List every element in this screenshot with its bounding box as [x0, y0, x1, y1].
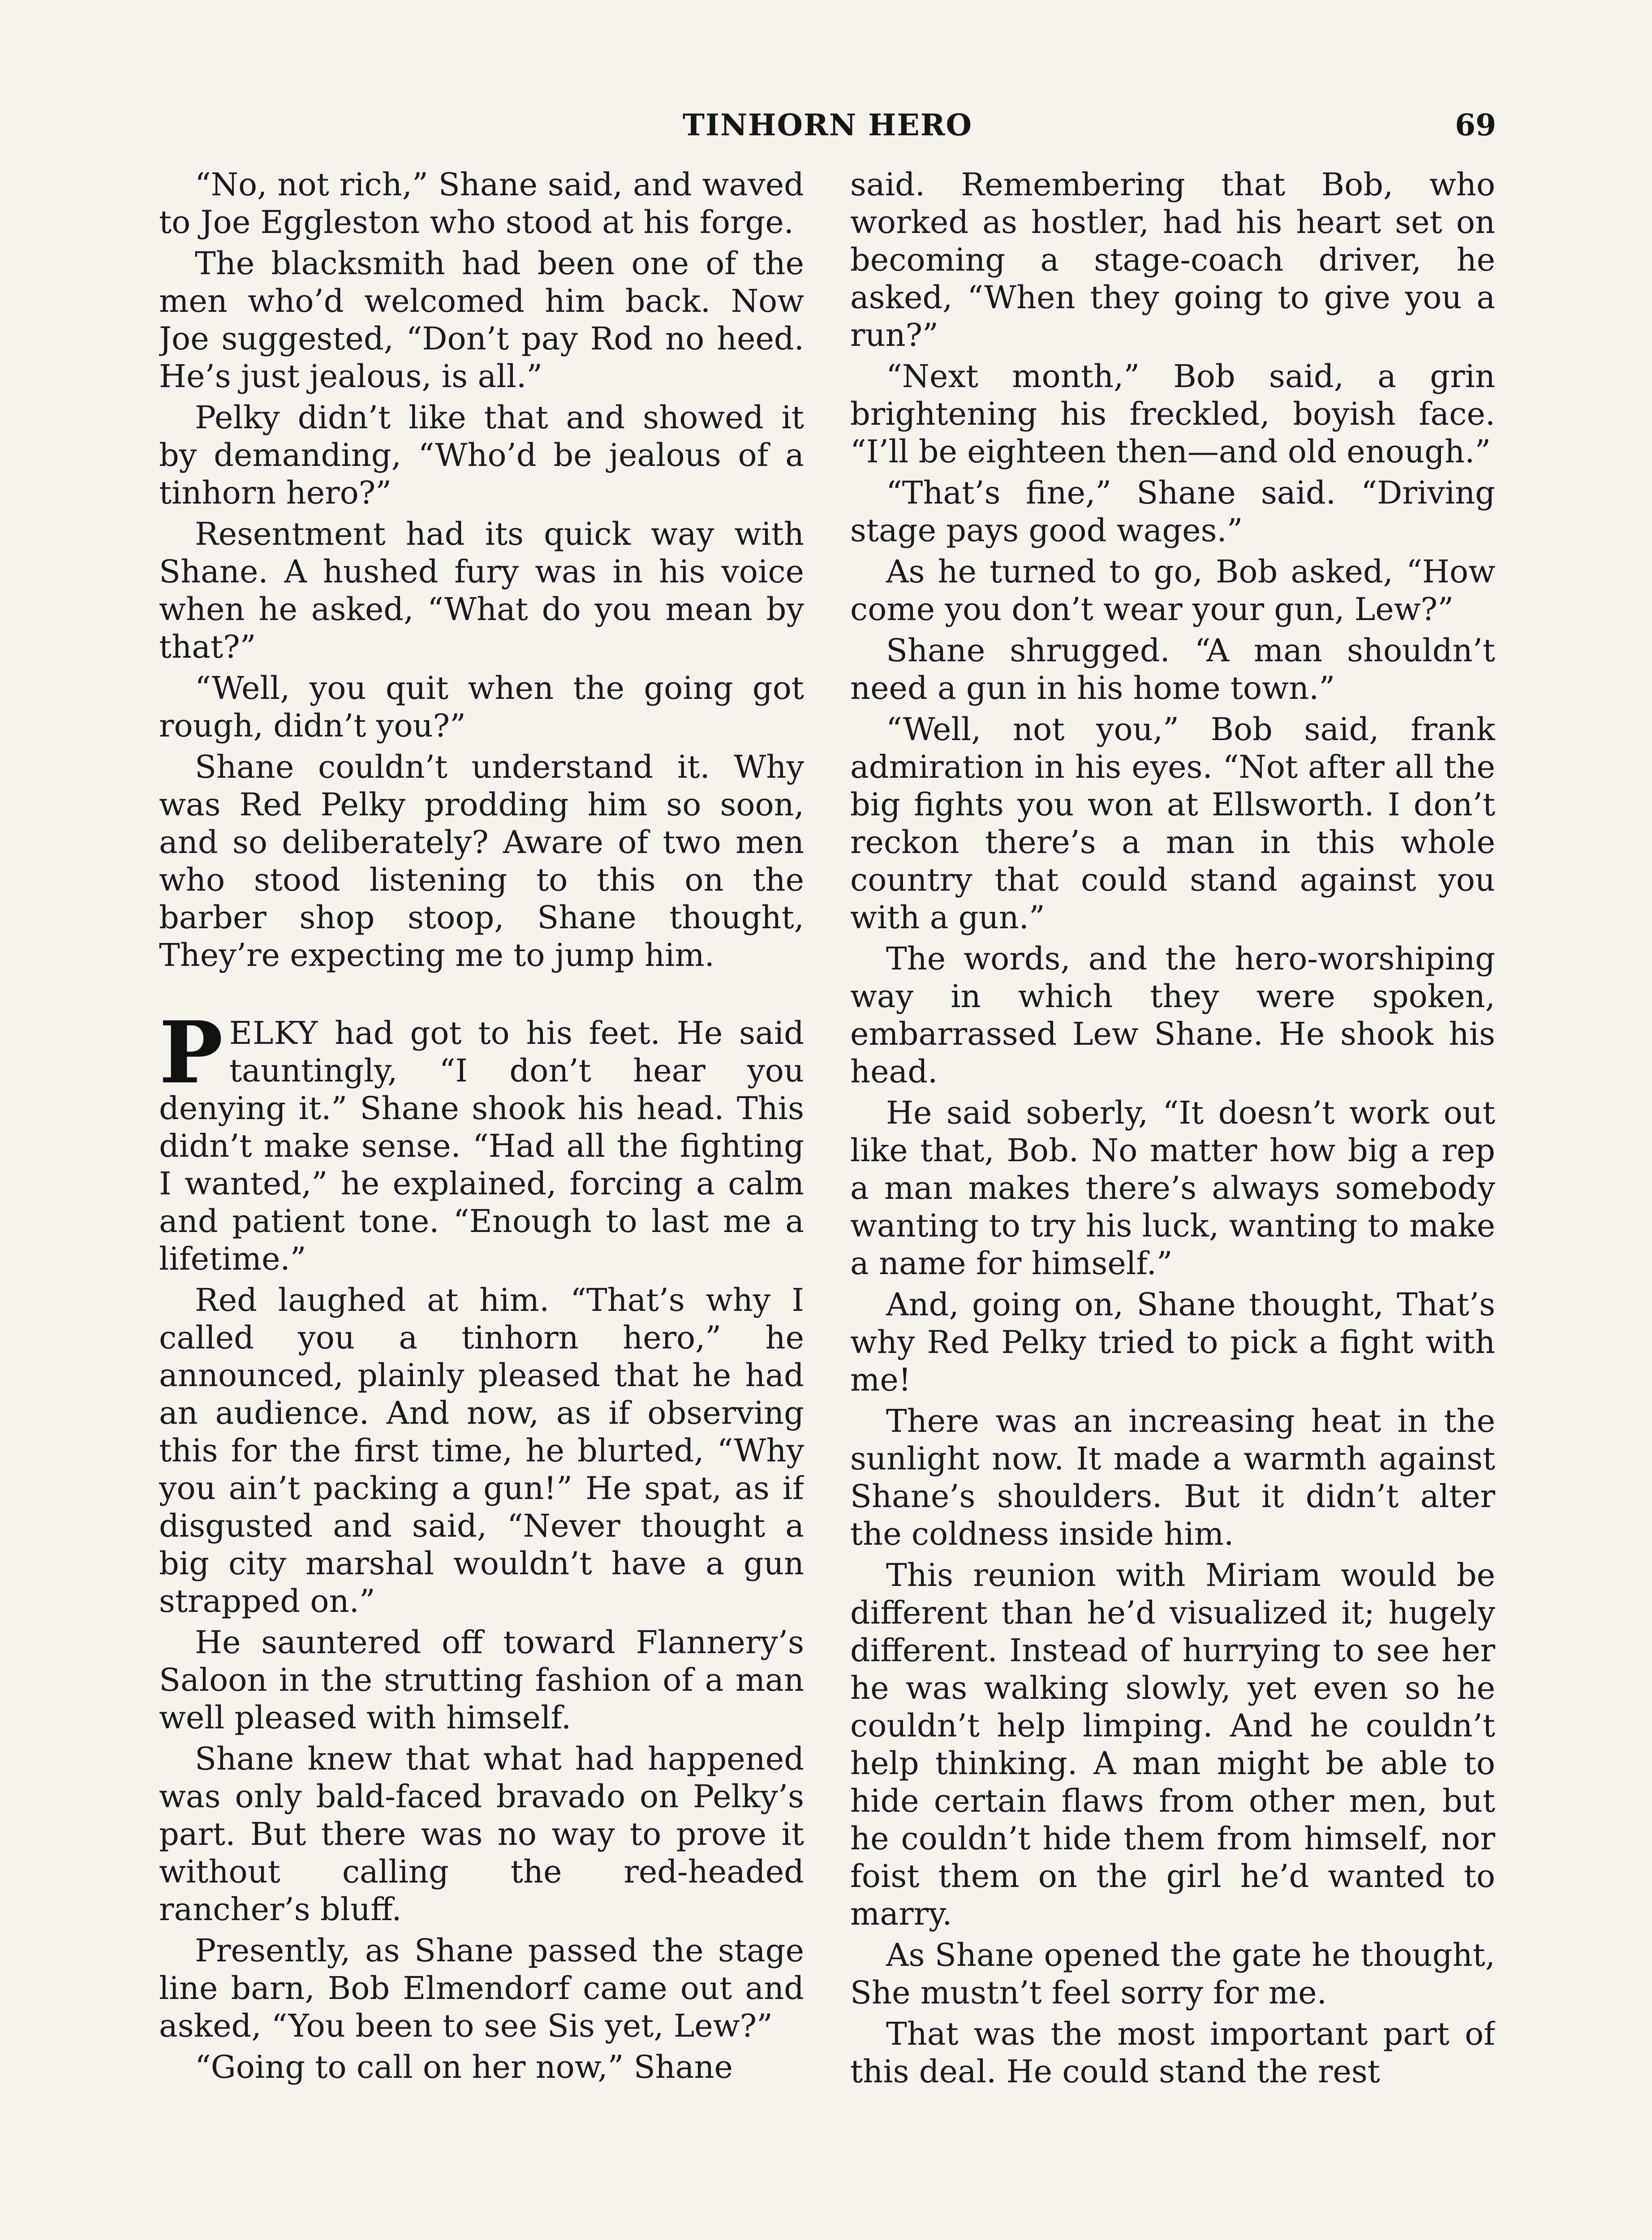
right-column — [850, 166, 1495, 2191]
paragraph: This reunion with Miriam would be different than he’d visualized it; hugely different. Instead of hurrying to see her he was walking slowly, yet even so he couldn’t help limping. And he couldn’t help thinking. A man might be able to hide certain flaws from other men, but he couldn’t hide them from himself, nor foist them on the girl he’d wanted to marry. — [850, 1557, 1495, 1932]
left-column — [159, 166, 804, 2191]
page-number: 69 — [1455, 108, 1496, 142]
dropcap-paragraph — [159, 1003, 804, 1278]
paragraph: “That’s fine,” Shane said. “Driving stage pays good wages.” — [850, 474, 1495, 549]
paragraph: “Well, not you,” Bob said, frank admiration in his eyes. “Not after all the big fights you won at Ellsworth. I don’t reckon there’s a man in this whole country that could stand against you with a gun.” — [850, 711, 1495, 936]
paragraph: That was the most important part of this deal. He could stand the rest — [850, 2016, 1495, 2090]
paragraph: And, going on, Shane thought, That’s why Red Pelky tried to pick a fight with me! — [850, 1286, 1495, 1398]
paragraph: “No, not rich,” Shane said, and waved to Joe Eggleston who stood at his forge. — [159, 166, 804, 241]
page-header — [159, 108, 1496, 157]
paragraph: As Shane opened the gate he thought, She mustn’t feel sorry for me. — [850, 1937, 1495, 2011]
paragraph: “Next month,” Bob said, a grin brightening his freckled, boyish face. “I’ll be eighteen then—and old enough.” — [850, 358, 1495, 470]
paragraph: As he turned to go, Bob asked, “How come you don’t wear your gun, Lew?” — [850, 553, 1495, 628]
dropcap-paragraph-text: had got to his feet. He said tauntingly, “I don’t hear you denying it.” Shane shook his head. This didn’t make sense. “Had all the fighting I wanted,” he explained, forcing a calm and patient tone. “Enough to last me a lifetime.” — [159, 1015, 804, 1277]
paragraph: The words, and the hero-worshiping way in which they were spoken, embarrassed Lew Shane. He shook his head. — [850, 940, 1495, 1090]
running-title: TINHORN HERO — [682, 108, 973, 142]
paragraph: Shane knew that what had happened was only bald-faced bravado on Pelky’s part. But there was no way to prove it without calling the red-headed rancher’s bluff. — [159, 1740, 804, 1928]
continued-paragraph: said. Remembering that Bob, who worked as hostler, had his heart set on becoming a stage-coach driver, he asked, “When they going to give you a run?” — [850, 166, 1495, 353]
dropcap-lead-word: ELKY — [229, 1015, 318, 1051]
drop-cap-letter: P — [159, 1003, 223, 1103]
paragraph: “Well, you quit when the going got rough, didn’t you?” — [159, 670, 804, 744]
paragraph: Shane couldn’t understand it. Why was Red Pelky prodding him so soon, and so deliberately? Aware of two men who stood listening to this on the barber shop stoop, Shane thought, They’re expecting me to jump him. — [159, 749, 804, 974]
paragraph: Pelky didn’t like that and showed it by demanding, “Who’d be jealous of a tinhorn hero?” — [159, 399, 804, 511]
paragraph: “Going to call on her now,” Shane — [195, 2049, 733, 2085]
paragraph: There was an increasing heat in the sunlight now. It made a warmth against Shane’s shoulders. But it didn’t alter the coldness inside him. — [850, 1403, 1495, 1552]
paragraph: Red laughed at him. “That’s why I called you a tinhorn hero,” he announced, plainly pleased that he had an audience. And now, as if observing this for the first time, he blurted, “Why you ain’t packing a gun!” He spat, as if disgusted and said, “Never thought a big city marshal wouldn’t have a gun strapped on.” — [159, 1282, 804, 1620]
paragraph: Shane shrugged. “A man shouldn’t need a gun in his home town.” — [850, 632, 1495, 706]
paragraph: He said soberly, “It doesn’t work out like that, Bob. No matter how big a rep a man makes there’s always somebody wanting to try his luck, wanting to make a name for himself.” — [850, 1094, 1495, 1282]
paragraph: Presently, as Shane passed the stage line barn, Bob Elmendorf came out and asked, “You been to see Sis yet, Lew?” — [159, 1932, 804, 2044]
paragraph: He sauntered off toward Flannery’s Saloon in the strutting fashion of a man well pleased with himself. — [159, 1624, 804, 1736]
paragraph: Resentment had its quick way with Shane. A hushed fury was in his voice when he asked, “What do you mean by that?” — [159, 516, 804, 665]
paragraph: The blacksmith had been one of the men who’d welcomed him back. Now Joe suggested, “Don’t pay Rod no heed. He’s just jealous, is all.” — [159, 245, 804, 395]
